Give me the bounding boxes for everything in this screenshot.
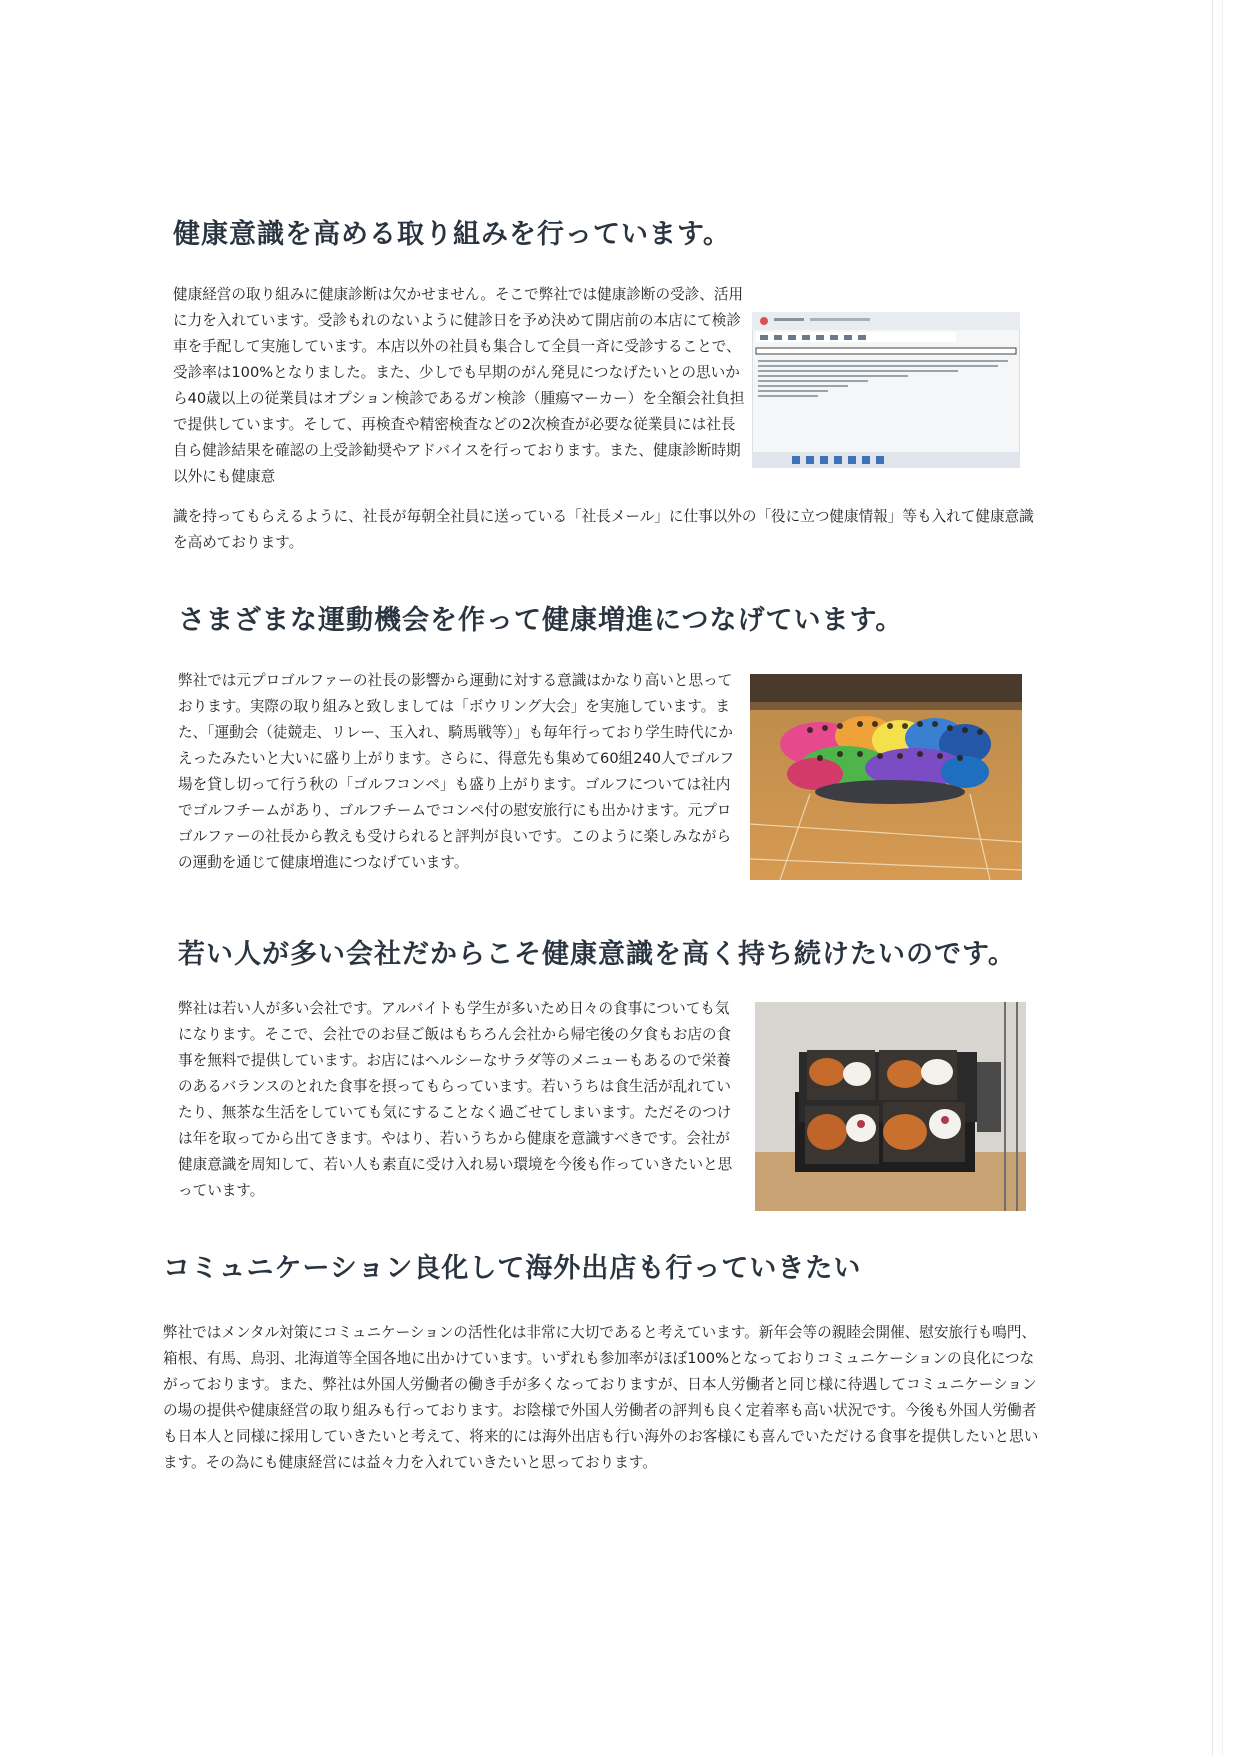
email-screenshot-image	[752, 312, 1020, 468]
section-body-health-awareness-continued: 識を持ってもらえるように、社長が毎朝全社員に送っている「社長メール」に仕事以外の「役に立つ健康情報」等も入れて健康意識を高めております。	[173, 508, 1034, 551]
bento-meals-image	[755, 1002, 1026, 1211]
page-edge-line	[1222, 0, 1223, 1755]
page-edge-line	[1212, 0, 1213, 1755]
section-heading-young-staff: 若い人が多い会社だからこそ健康意識を高く持ち続けたいのです。	[178, 939, 1016, 970]
section-heading-exercise: さまざまな運動機会を作って健康増進につなげています。	[178, 605, 904, 636]
section-body-communication: 弊社ではメンタル対策にコミュニケーションの活性化は非常に大切であると考えています。新年会等の親睦会開催、慰安旅行も鳴門、箱根、有馬、鳥羽、北海道等全国各地に出かけています。いずれも参加率がほぼ100%となっておりコミュニケーションの良化につながっております。また、弊社は外国人労働者の働き手が多くなっておりますが、日本人労働者と同じ様に待遇してコミュニケーションの場の提供や健康経営の取り組みも行っております。お陰様で外国人労働者の評判も良く定着率も高い状況です。今後も外国人労働者も日本人と同様に採用していきたいと考えて、将来的には海外出店も行い海外のお客様にも喜んでいただける食事を提供したいと思います。その為にも健康経営には益々力を入れていきたいと思っております。	[163, 1324, 1039, 1471]
section-heading-health-awareness: 健康意識を高める取り組みを行っています。	[173, 219, 731, 250]
section-body-young-staff: 弊社は若い人が多い会社です。アルバイトも学生が多いため日々の食事についても気になります。そこで、会社でのお昼ご飯はもちろん会社から帰宅後の夕食もお店の食事を無料で提供しています。お店にはヘルシーなサラダ等のメニューもあるので栄養のあるバランスのとれた食事を摂ってもらっています。若いうちは食生活が乱れていたり、無茶な生活をしていても気にすることなく過ごせてしまいます。ただそのつけは年を取ってから出てきます。やはり、若いうちから健康を意識すべきです。会社が健康意識を周知して、若い人も素直に受け入れ易い環境を今後も作っていきたいと思っています。	[178, 1000, 733, 1199]
group-photo-gym-image	[750, 674, 1022, 880]
section-body-exercise: 弊社では元プロゴルファーの社長の影響から運動に対する意識はかなり高いと思っております。実際の取り組みと致しましては「ボウリング大会」を実施しています。また、「運動会（徒競走、リレー、玉入れ、騎馬戦等）」も毎年行っており学生時代にかえったみたいと大いに盛り上がります。さらに、得意先も集めて60組240人でゴルフ場を貸し切って行う秋の「ゴルフコンペ」も盛り上がります。ゴルフについては社内でゴルフチームがあり、ゴルフチームでコンペ付の慰安旅行にも出かけます。元プロゴルファーの社長から教えも受けられると評判が良いです。このように楽しみながらの運動を通じて健康増進につなげています。	[178, 672, 735, 871]
section-heading-communication: コミュニケーション良化して海外出店も行っていきたい	[163, 1253, 862, 1284]
section-body-health-awareness: 健康経営の取り組みに健康診断は欠かせません。そこで弊社では健康診断の受診、活用に力を入れています。受診もれのないように健診日を予め決めて開店前の本店にて検診車を手配して実施しています。本店以外の社員も集合して全員一斉に受診することで、受診率は100%となりました。また、少しでも早期のがん発見につなげたいとの思いから40歳以上の従業員はオプション検診であるガン検診（腫瘍マーカー）を全額会社負担で提供しています。そして、再検査や精密検査などの2次検査が必要な従業員には社長自ら健診結果を確認の上受診勧奨やアドバイスを行っております。また、健康診断時期以外にも健康意	[173, 286, 745, 485]
